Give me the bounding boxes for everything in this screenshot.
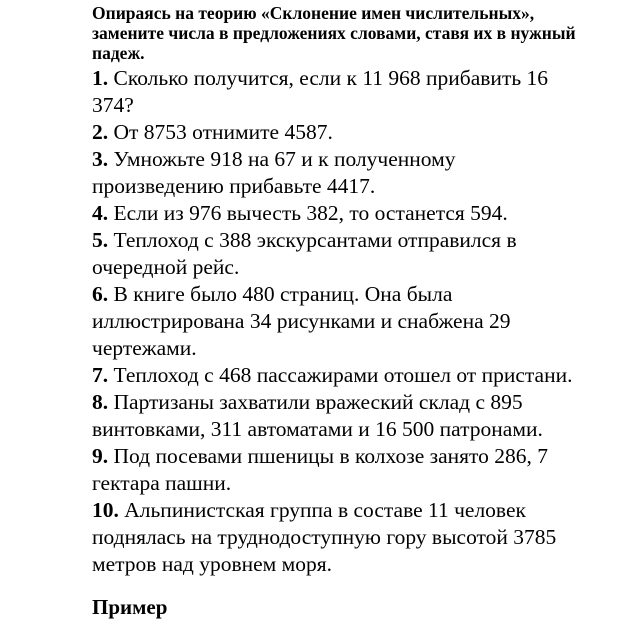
task-number: 3. — [92, 147, 109, 171]
task-number: 6. — [92, 282, 109, 306]
task-item — [92, 389, 592, 443]
task-text: Под посевами пшеницы в колхозе занято 286, 7 гектара пашни. — [92, 444, 549, 495]
task-text: Умножьте 918 на 67 и к полученному произведению прибавьте 4417. — [92, 147, 456, 198]
task-text: От 8753 отнимите 4587. — [113, 120, 333, 144]
task-item — [92, 443, 592, 497]
task-text: Альпинистская группа в составе 11 человек поднялась на труднодоступную гору высотой 3785 метров над уровнем моря. — [92, 498, 557, 576]
task-item — [92, 146, 592, 200]
task-item — [92, 362, 592, 389]
task-number: 5. — [92, 228, 109, 252]
task-number: 7. — [92, 363, 109, 387]
task-number: 10. — [92, 498, 119, 522]
task-text: Сколько получится, если к 11 968 прибавить 16 374? — [92, 66, 549, 117]
instruction-text: Опираясь на теорию «Склонение имен числительных», замените числа в предложениях словами, ставя их в нужный падеж. — [92, 3, 576, 63]
task-text: Теплоход с 388 экскурсантами отправился в очередной рейс. — [92, 228, 517, 279]
task-number: 4. — [92, 201, 109, 225]
task-text: Если из 976 вычесть 382, то останется 594. — [113, 201, 508, 225]
task-item — [92, 200, 592, 227]
task-text: Партизаны захватили вражеский склад с 895 винтовками, 311 автоматами и 16 500 патронами. — [92, 390, 543, 441]
task-text: Теплоход с 468 пассажирами отошел от пристани. — [113, 363, 573, 387]
example-heading: Пример — [92, 595, 168, 619]
task-number: 2. — [92, 120, 109, 144]
task-item — [92, 119, 592, 146]
task-item — [92, 497, 592, 578]
task-item — [92, 281, 592, 362]
task-text: В книге было 480 страниц. Она была иллюстрирована 34 рисунками и снабжена 29 чертежами. — [92, 282, 511, 360]
task-item — [92, 227, 592, 281]
task-item — [92, 65, 592, 119]
task-number: 8. — [92, 390, 109, 414]
task-list — [92, 65, 606, 578]
task-number: 1. — [92, 66, 109, 90]
task-number: 9. — [92, 444, 109, 468]
